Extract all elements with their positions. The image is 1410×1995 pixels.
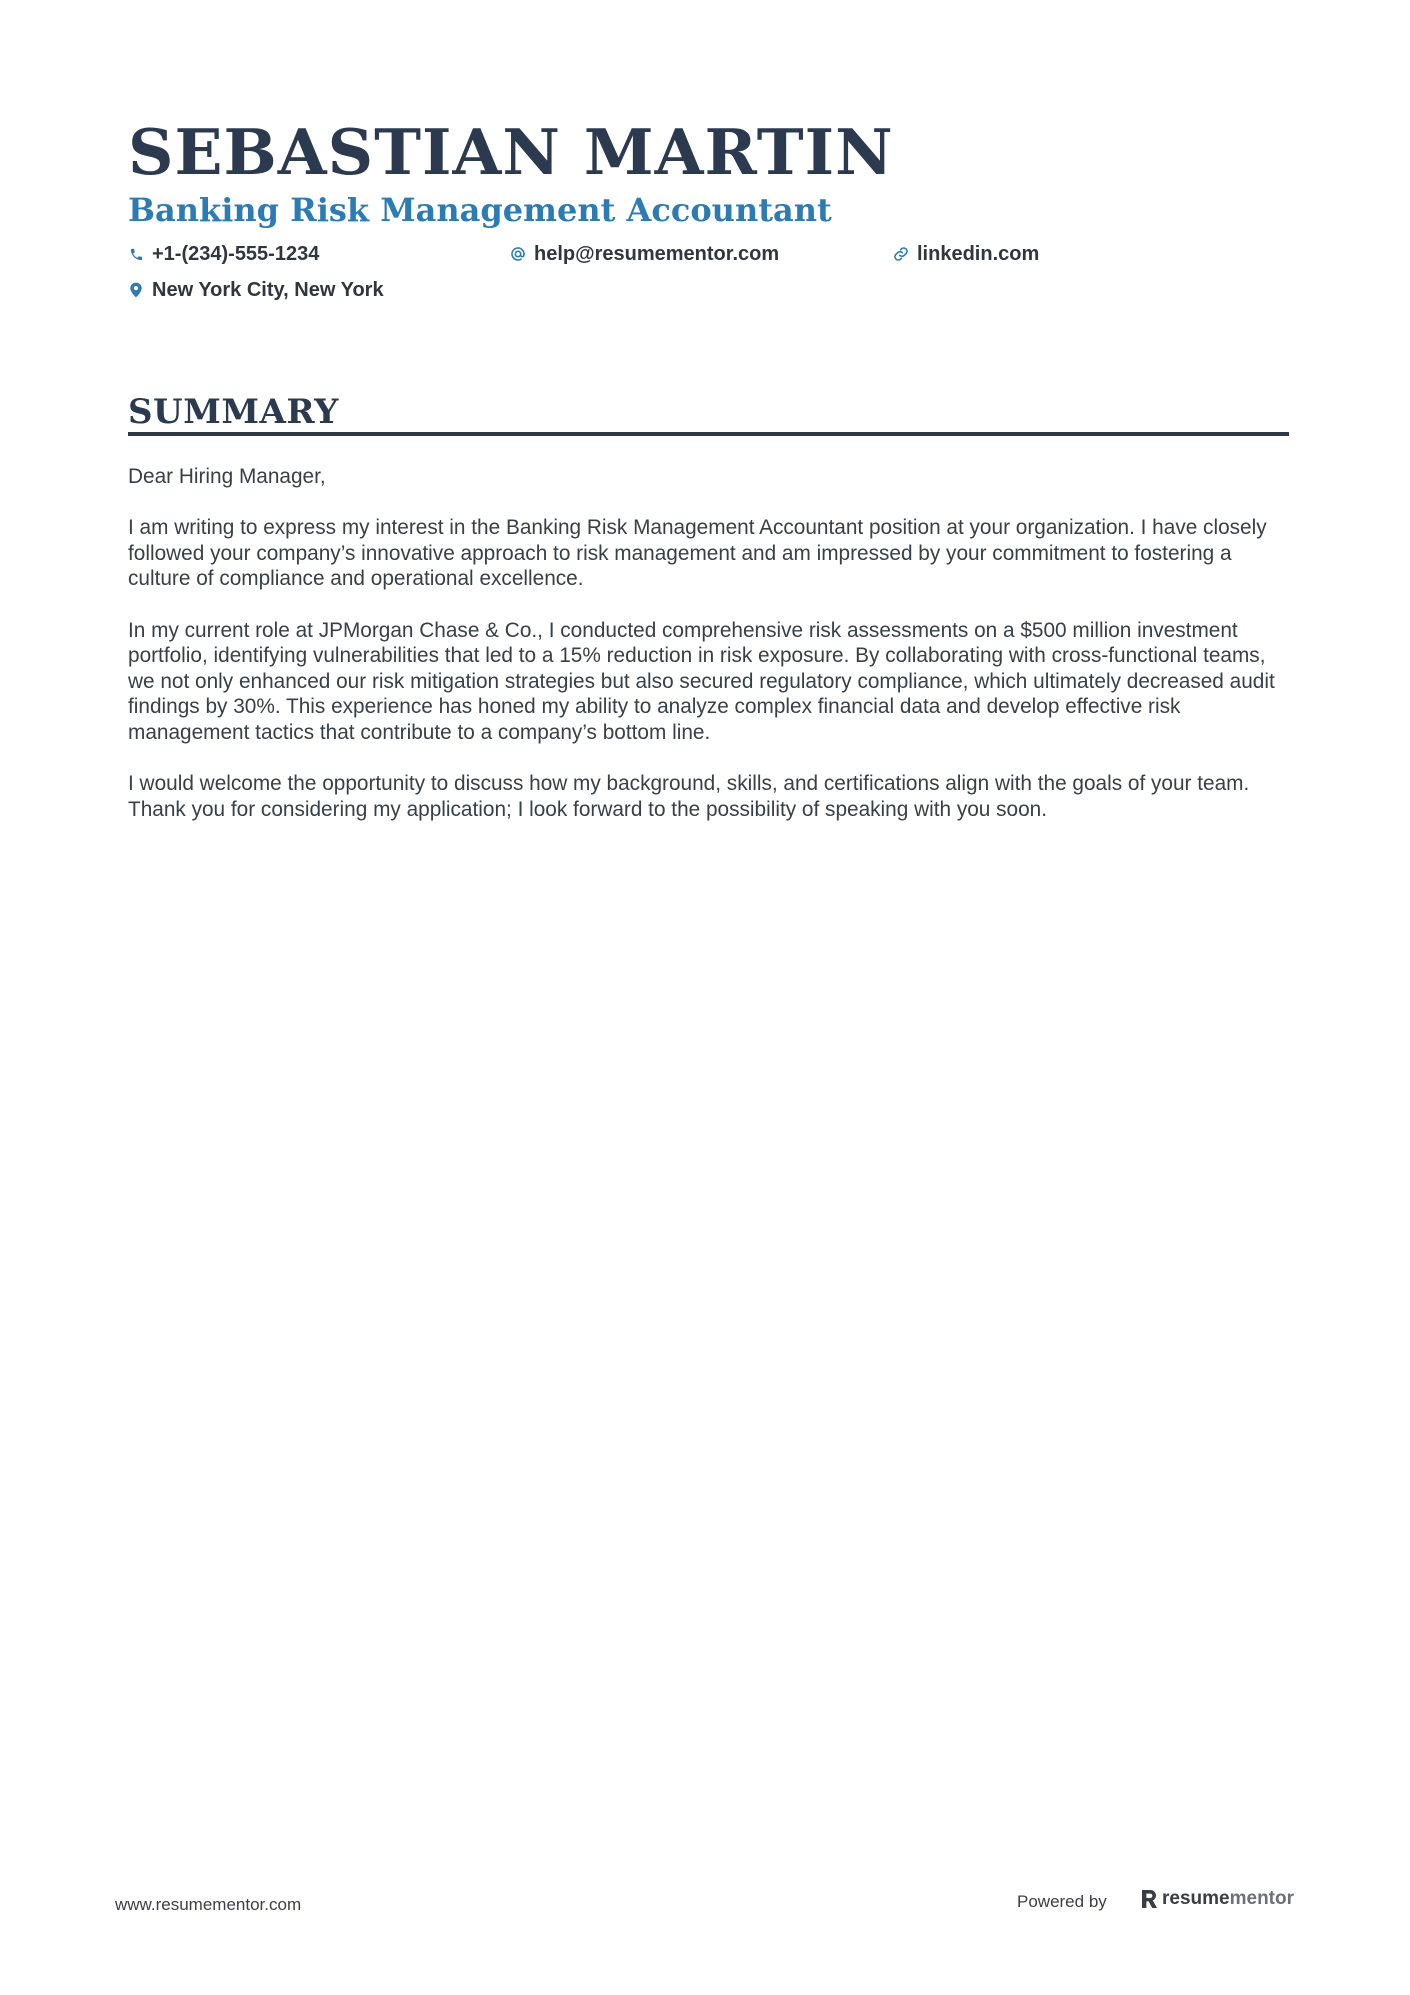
letter-paragraph: In my current role at JPMorgan Chase & Co., I conducted comprehensive risk assessments on a $500 million investment portfolio, identifying vulnerabilities that led to a 15% reduction in risk exposure. By collaborating with cross-functional teams, we not only enhanced our risk mitigation strategies but also secured regulatory compliance, which ultimately decreased audit findings by 30%. This experience has honed my ability to analyze complex financial data and develop effective risk management tactics that contribute to a company’s bottom line. [128,618,1275,744]
email-text[interactable]: help@resumementor.com [534,243,780,265]
contact-location [128,276,384,304]
location-text: New York City, New York [152,279,384,301]
section-title-summary: SUMMARY [128,392,339,432]
contact-website [893,240,1039,268]
job-title: Banking Risk Management Accountant [128,191,832,229]
phone-icon [128,246,144,262]
candidate-name: SEBASTIAN MARTIN [128,115,894,189]
footer-powered-by: Powered by [1017,1892,1107,1911]
section-divider [128,432,1289,436]
brand-text-resume: resume [1162,1888,1230,1909]
link-icon [893,246,909,262]
footer-website-link[interactable]: www.resumementor.com [115,1895,302,1914]
contact-phone [128,240,319,268]
footer-brand-logo[interactable] [1140,1888,1294,1910]
map-pin-icon [128,282,144,298]
phone-text: +1-(234)-555-1234 [152,243,320,265]
brand-text-mentor: mentor [1229,1888,1295,1909]
at-icon [510,246,526,262]
letter-salutation: Dear Hiring Manager, [128,465,326,488]
contact-email [510,240,779,268]
letter-paragraph: I would welcome the opportunity to discuss how my background, skills, and certifications align with the goals of your team. Thank you for considering my application; I look forward to the possibility of speaking with you soon. [128,772,1250,821]
cover-letter-body [128,464,1293,848]
website-text[interactable]: linkedin.com [917,243,1040,265]
letter-paragraph: I am writing to express my interest in the Banking Risk Management Accountant position at your organization. I have closely followed your company’s innovative approach to risk management and am impressed by your commitment to fostering a culture of compliance and operational excellence. [128,516,1267,591]
resumementor-logo-icon [1140,1888,1158,1910]
